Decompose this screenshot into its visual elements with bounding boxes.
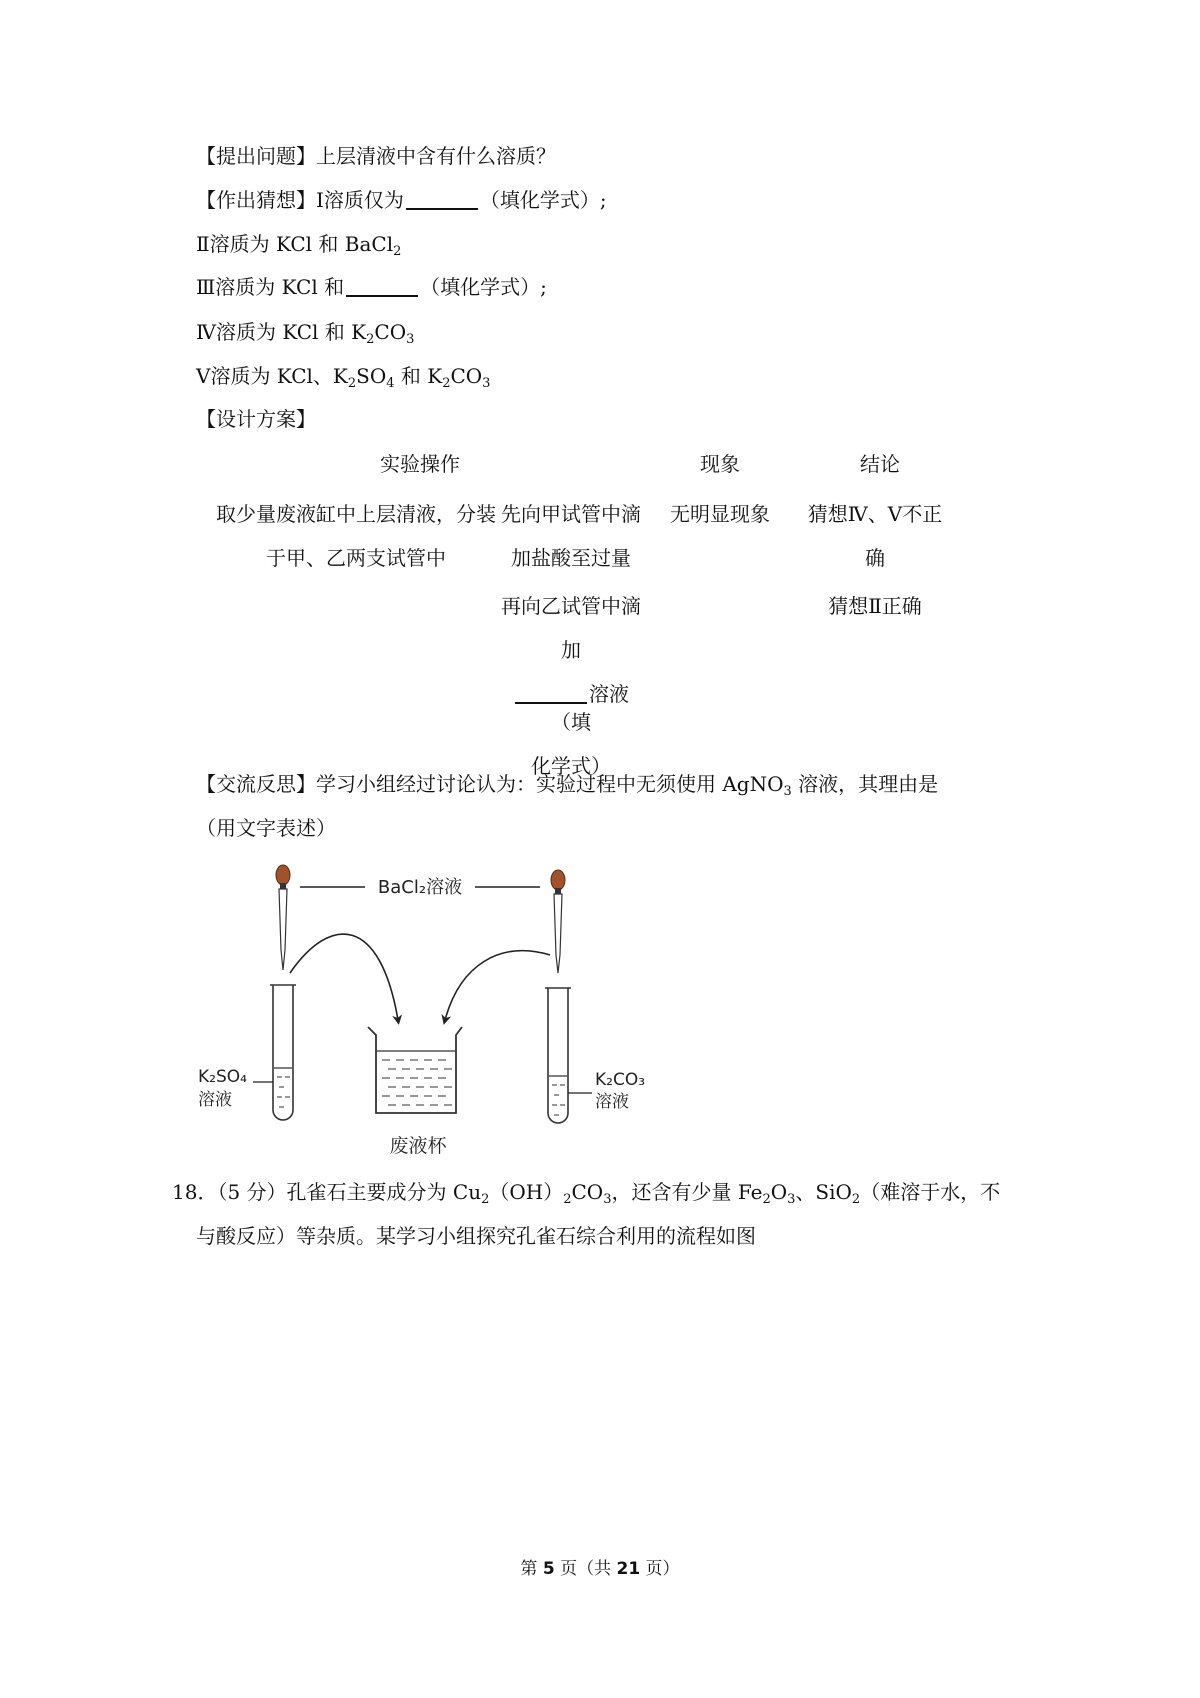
q18-text: O: [770, 1180, 788, 1204]
cell-line: 确: [865, 546, 885, 570]
q18-text: 、SiO: [795, 1180, 852, 1204]
subscript: 2: [851, 1192, 861, 1207]
table-cell-ph1: 无明显现象: [670, 502, 770, 526]
formula-part: 和 K: [394, 364, 443, 388]
design-heading: 【设计方案】: [196, 407, 316, 431]
left-tube-label-formula: K₂SO₄: [198, 1067, 247, 1087]
page-total: 21: [616, 1559, 641, 1579]
subscript: 4: [386, 376, 395, 391]
guess-5-text: Ⅴ溶质为 KCl、K: [196, 364, 348, 388]
right-tube-label-formula: K₂CO₃: [595, 1070, 646, 1090]
table-header-conclusion: 结论: [860, 452, 900, 476]
cell-text: 溶液（填: [551, 682, 629, 734]
reflection-label: 【交流反思】: [196, 772, 316, 796]
formula-part: SO: [356, 364, 387, 388]
table-cell-con2: 猜想Ⅱ正确: [828, 594, 922, 618]
subscript: 2: [366, 332, 375, 347]
beaker-label: 废液杯: [389, 1135, 447, 1157]
guess-line-5: [196, 362, 490, 390]
subscript: 2: [347, 376, 357, 391]
table-cell-op1: [206, 500, 506, 572]
guess-1-suffix: （填化学式）;: [479, 188, 607, 212]
footer-text: 页）: [640, 1559, 680, 1579]
cell-line: 加盐酸至过量: [511, 546, 631, 570]
reflection-text: 学习小组经过讨论认为：实验过程中无须使用 AgNO: [316, 772, 784, 796]
cell-line-blank: [496, 680, 646, 736]
waste-beaker-icon: [368, 1027, 462, 1113]
table-header-phenomenon: 现象: [700, 452, 740, 476]
experiment-figure: [190, 855, 680, 1165]
cell-line: 先向甲试管中滴: [501, 502, 641, 526]
reflection-line-2: （用文字表述）: [196, 816, 336, 840]
reflection-line-1: [196, 770, 938, 798]
left-dropper-icon: [276, 865, 290, 970]
cell-line: 加: [561, 638, 581, 662]
formula-part: CO: [450, 364, 483, 388]
reflection-text: 溶液，其理由是: [791, 772, 939, 796]
q18-text: 18．（5 分）孔雀石主要成分为 Cu: [172, 1180, 482, 1204]
q18-text: （难溶于水，不: [860, 1180, 1001, 1204]
right-test-tube-icon: [545, 988, 571, 1123]
guess-1-text: Ⅰ溶质仅为: [316, 188, 404, 212]
q18-text: ，还含有少量 Fe: [611, 1180, 763, 1204]
subscript: 3: [787, 1192, 796, 1207]
dropper-label: BaCl₂溶液: [377, 877, 463, 898]
left-test-tube-icon: [270, 985, 296, 1120]
cell-line: 化学式）: [531, 754, 611, 778]
fill-blank-1[interactable]: [406, 188, 478, 210]
guess-line-1: [196, 186, 607, 214]
guess-label: 【作出猜想】: [196, 188, 316, 212]
question-label: 【提出问题】: [196, 144, 316, 168]
subscript: 2: [563, 1192, 572, 1207]
guess-line-3: [196, 273, 547, 301]
question-18-line-2: 与酸反应）等杂质。某学习小组探究孔雀石综合利用的流程如图: [196, 1224, 756, 1248]
subscript: 3: [482, 376, 491, 391]
cell-line: 猜想Ⅳ、Ⅴ不正: [807, 502, 943, 526]
footer-text: 页（共: [554, 1559, 617, 1579]
guess-4-text: Ⅳ溶质为 KCl 和 K: [196, 320, 367, 344]
cell-line: 于甲、乙两支试管中: [266, 546, 446, 570]
guess-line-4: [196, 318, 414, 346]
page-number: 5: [542, 1559, 555, 1579]
right-arrow-icon: [445, 951, 550, 1020]
cell-line: 取少量废液缸中上层清液，分装: [216, 502, 496, 526]
subscript: 2: [481, 1192, 490, 1207]
subscript: 3: [406, 332, 415, 347]
table-cell-con1: [800, 500, 950, 572]
page-footer: [0, 1554, 1200, 1579]
guess-3-text: Ⅲ溶质为 KCl 和: [196, 275, 345, 299]
fill-blank-3[interactable]: [515, 682, 587, 704]
subscript: 2: [442, 376, 451, 391]
table-cell-op2a: [496, 500, 646, 572]
subscript: 2: [762, 1192, 771, 1207]
guess-2-text: Ⅱ溶质为 KCl 和 BaCl: [196, 232, 394, 256]
table-cell-op2b: [496, 592, 646, 780]
question-18-line-1: [172, 1178, 1000, 1206]
fill-blank-2[interactable]: [346, 275, 418, 297]
q18-text: CO: [571, 1180, 604, 1204]
question-text: 上层清液中含有什么溶质？: [316, 144, 556, 168]
subscript: 2: [393, 244, 402, 259]
question-heading: [196, 142, 556, 170]
footer-text: 第: [520, 1559, 543, 1579]
subscript: 3: [603, 1192, 612, 1207]
q18-text: （OH）: [489, 1180, 564, 1204]
cell-line: 再向乙试管中滴: [501, 594, 641, 618]
right-dropper-icon: [551, 870, 565, 973]
subscript: 3: [783, 784, 792, 799]
formula-part: CO: [374, 320, 407, 344]
left-arrow-icon: [290, 934, 398, 1020]
guess-3-suffix: （填化学式）;: [420, 275, 547, 299]
table-header-operation: 实验操作: [380, 452, 460, 476]
guess-line-2: [196, 230, 401, 258]
left-tube-label-solution: 溶液: [198, 1090, 232, 1110]
right-tube-label-solution: 溶液: [595, 1092, 629, 1112]
